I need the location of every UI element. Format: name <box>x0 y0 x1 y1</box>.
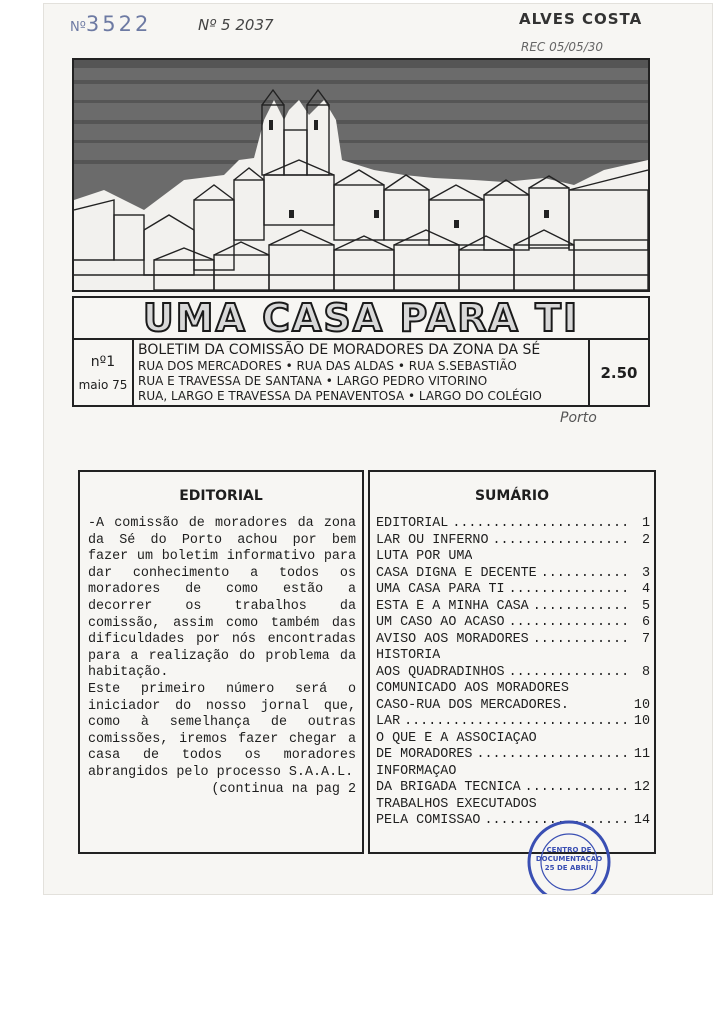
toc-item <box>376 582 650 599</box>
toc-item-label: DE MORADORES <box>376 747 473 762</box>
toc-item <box>376 780 650 797</box>
toc-item <box>376 714 650 731</box>
toc-item-label: PELA COMISSÃO <box>376 813 481 828</box>
toc-item-label: CASA DIGNA E DECENTE <box>376 565 537 581</box>
toc-item-page <box>632 549 650 566</box>
toc-leader-dots <box>533 632 632 649</box>
toc-item-label: TRABALHOS EXECUTADOS <box>376 796 537 812</box>
toc-leader-dots <box>452 516 632 533</box>
toc-item <box>376 549 650 566</box>
archive-number <box>70 12 151 36</box>
stamp-line: DOCUMENTAÇÃO <box>535 855 603 863</box>
toc-item-label: UM CASO AO ACASO <box>376 615 505 630</box>
editorial-body: -A comissão de moradores da zona da Sé do Porto achou por bem fazer um boletim informativo para dar conhecimento a todos os moradores de como estão a decorrer os trabalhos da comissão, assim como também das dificuldades por nós encontradas para a realização do problema da habitação. Este primeiro número será o iniciador do nosso jornal que, como à semelhança de outras comissões, iremos fazer chegar a casa de todos os moradores abrangidos pelo processo S.A.A.L. <box>88 516 356 780</box>
toc-item-label: ESTA É A MINHA CASA <box>376 598 529 614</box>
toc-item <box>376 566 650 583</box>
toc-item-label: CASO-RUA DOS MERCADORES. <box>376 697 569 713</box>
issue-info <box>74 340 134 405</box>
toc-item-page: 6 <box>641 615 650 630</box>
toc-item-page: 1 <box>641 516 650 531</box>
masthead-subtitle: BOLETIM DA COMISSÃO DE MORADORES DA ZONA DA SÉ <box>138 342 541 358</box>
toc-leader-dots <box>541 797 632 814</box>
summary-column <box>368 470 656 854</box>
toc-item-page: 8 <box>641 664 650 680</box>
stamp-line: 25 DE ABRIL <box>544 864 594 872</box>
editorial-column <box>78 470 364 854</box>
price: 2.50 <box>588 340 648 405</box>
toc-leader-dots <box>509 665 632 682</box>
toc-item-page <box>632 731 650 748</box>
archive-prefix: Nº <box>70 20 86 35</box>
masthead <box>72 340 650 407</box>
toc-item-label: HISTÓRIA <box>376 648 441 663</box>
toc-item-page: 10 <box>633 697 650 713</box>
masthead-body <box>134 340 588 405</box>
toc-leader-dots <box>460 764 632 781</box>
stamp-line: CENTRO DE <box>546 846 592 854</box>
toc-item <box>376 615 650 632</box>
title-banner <box>72 296 650 340</box>
toc-item-page <box>632 648 650 665</box>
street-line: RUA, LARGO E TRAVESSA DA PENAVENTOSA • LARGO DO COLÉGIO <box>138 389 542 403</box>
toc-leader-dots <box>509 582 632 599</box>
toc-item-page: 7 <box>641 631 650 647</box>
toc-item <box>376 764 650 781</box>
editorial-heading: EDITORIAL <box>179 488 263 504</box>
toc-item-page <box>632 764 650 781</box>
toc-item-label: LAR OU INFERNO <box>376 532 489 548</box>
toc-leader-dots <box>573 698 632 715</box>
toc-item <box>376 797 650 814</box>
toc-item-page: 14 <box>633 813 650 828</box>
toc-item-label: INFORMAÇÃO <box>376 763 457 779</box>
toc-item-label: EDITORIAL <box>376 516 449 531</box>
city-annotation: Porto <box>560 410 597 426</box>
issue-date: maio 75 <box>78 377 128 392</box>
toc-leader-dots <box>476 747 632 764</box>
newsletter-title: UMA CASA PARA TI <box>142 296 580 340</box>
toc-item-page: 11 <box>633 747 650 762</box>
toc-item <box>376 533 650 550</box>
reference-note: Nº 5 2037 <box>198 16 274 34</box>
registration-date: REC 05/05/30 <box>521 40 604 54</box>
toc-item-page: 3 <box>641 565 650 581</box>
toc-item-page: 2 <box>641 532 650 548</box>
toc-item <box>376 698 650 715</box>
toc-item-label: O QUE É A ASSOCIAÇÃO <box>376 730 537 746</box>
toc-item <box>376 632 650 649</box>
archive-number-value: 3522 <box>85 12 152 36</box>
toc-item-page: 5 <box>641 598 650 614</box>
toc-item <box>376 681 650 698</box>
toc-item-label: LUTA POR UMA <box>376 549 473 564</box>
toc-leader-dots <box>541 731 632 748</box>
toc-item <box>376 599 650 616</box>
cover-illustration <box>72 58 650 292</box>
summary-heading: SUMÁRIO <box>474 488 550 504</box>
toc-item <box>376 731 650 748</box>
toc-item-label: COMUNICADO AOS MORADORES <box>376 681 569 696</box>
archive-stamp <box>522 818 616 894</box>
continuation-note: (continua na pag 2 <box>211 781 356 797</box>
street-line: RUA E TRAVESSA DE SANTANA • LARGO PEDRO VITORINO <box>138 374 488 388</box>
toc-leader-dots <box>573 681 632 698</box>
toc-leader-dots <box>476 549 632 566</box>
toc-item-label: AOS QUADRADINHOS <box>376 664 505 680</box>
street-line: RUA DOS MERCADORES • RUA DAS ALDAS • RUA S.SEBASTIÃO <box>138 359 517 373</box>
toc-item-label: DA BRIGADA TECNICA <box>376 780 521 795</box>
toc-item-page <box>632 681 650 698</box>
author-name: ALVES COSTA <box>519 10 643 28</box>
toc-leader-dots <box>509 615 632 632</box>
toc-leader-dots <box>444 648 632 665</box>
toc-leader-dots <box>525 780 632 797</box>
toc-item-label: LAR <box>376 714 401 729</box>
toc-leader-dots <box>541 566 632 583</box>
toc-item <box>376 516 650 533</box>
toc-item-page: 12 <box>633 780 650 795</box>
toc-item-label: AVISO AOS MORADORES <box>376 631 529 647</box>
toc-leader-dots <box>404 714 632 731</box>
table-of-contents <box>370 516 654 830</box>
toc-item <box>376 665 650 682</box>
toc-item-page: 10 <box>633 714 650 729</box>
toc-item-page <box>632 797 650 814</box>
toc-leader-dots <box>533 599 632 616</box>
issue-number: nº1 <box>90 353 116 370</box>
toc-item-label: UMA CASA PARA TI <box>376 582 505 597</box>
toc-item <box>376 648 650 665</box>
cityscape-drawing <box>74 60 648 290</box>
toc-item <box>376 747 650 764</box>
toc-item-page: 4 <box>641 582 650 597</box>
toc-leader-dots <box>493 533 633 550</box>
